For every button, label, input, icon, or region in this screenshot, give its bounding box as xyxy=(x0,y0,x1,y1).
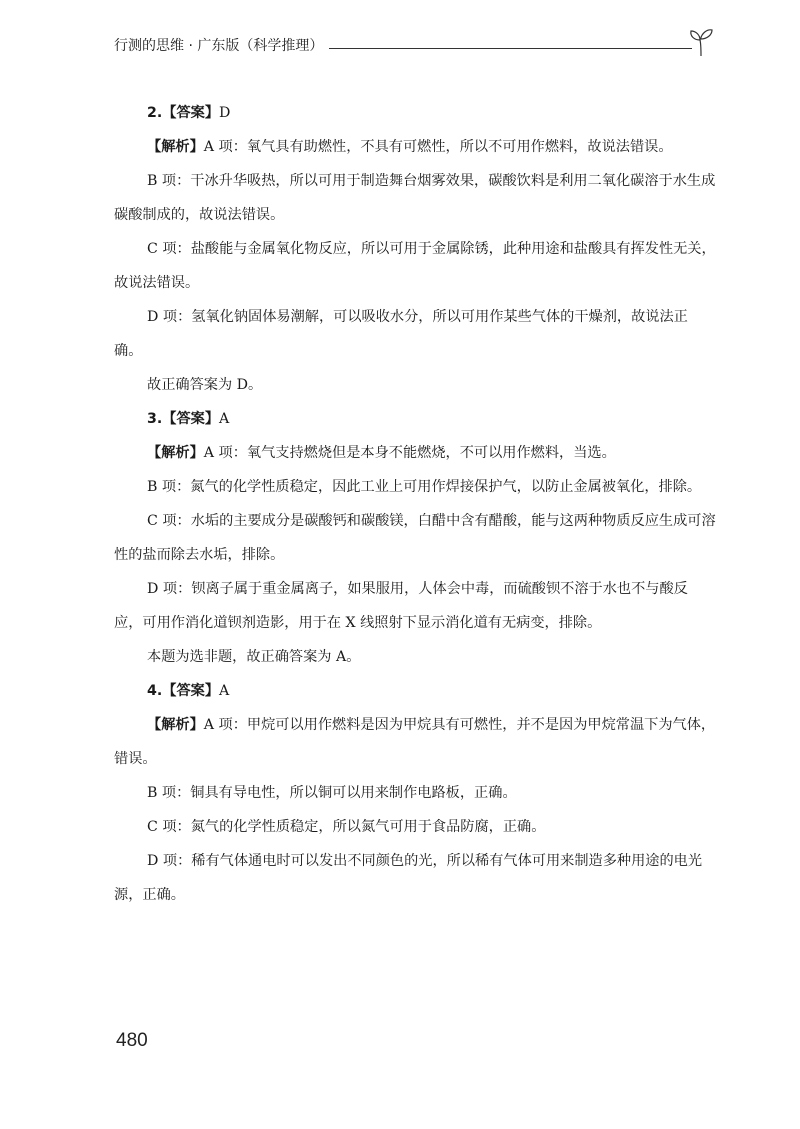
answer-label: 4.【答案】 xyxy=(147,683,220,699)
analysis-paragraph xyxy=(114,708,716,776)
answer-line xyxy=(114,96,716,130)
conclusion: 本题为选非题，故正确答案为 A。 xyxy=(147,649,361,665)
analysis-paragraph: D 项：稀有气体通电时可以发出不同颜色的光，所以稀有气体可用来制造多种用途的电光源，正确。 xyxy=(114,853,703,903)
analysis-label: 【解析】 xyxy=(147,717,204,733)
analysis-paragraph xyxy=(114,436,716,470)
conclusion: 故正确答案为 D。 xyxy=(147,377,263,393)
analysis-paragraph: B 项：氮气的化学性质稳定，因此工业上可用作焊接保护气，以防止金属被氧化，排除。 xyxy=(147,479,702,495)
analysis-paragraph: B 项：铜具有导电性，所以铜可以用来制作电路板，正确。 xyxy=(147,785,517,801)
answer-label: 3.【答案】 xyxy=(147,411,220,427)
analysis-paragraph: C 项：盐酸能与金属氧化物反应，所以可用于金属除锈，此种用途和盐酸具有挥发性无关，故说法错误。 xyxy=(114,241,716,291)
answer-value: D xyxy=(219,105,231,121)
answer-value: A xyxy=(219,411,230,427)
answer-line xyxy=(114,674,716,708)
sprout-icon xyxy=(688,26,714,56)
analysis-paragraph: D 项：钡离子属于重金属离子，如果服用，人体会中毒，而硫酸钡不溶于水也不与酸反应，可用作消化道钡剂造影，用于在 X 线照射下显示消化道有无病变，排除。 xyxy=(114,581,688,631)
analysis-paragraph: D 项：氢氧化钠固体易潮解，可以吸收水分，所以可用作某些气体的干燥剂，故说法正确。 xyxy=(114,309,688,359)
analysis-paragraph: B 项：干冰升华吸热，所以可用于制造舞台烟雾效果，碳酸饮料是利用二氧化碳溶于水生成碳酸制成的，故说法错误。 xyxy=(114,173,716,223)
analysis-text: A 项：氧气具有助燃性，不具有可燃性，所以不可用作燃料，故说法错误。 xyxy=(203,139,673,155)
analysis-text: A 项：甲烷可以用作燃料是因为甲烷具有可燃性，并不是因为甲烷常温下为气体，错误。 xyxy=(114,717,716,767)
analysis-text: A 项：氧气支持燃烧但是本身不能燃烧，不可以用作燃料，当选。 xyxy=(203,445,616,461)
analysis-paragraph: C 项：水垢的主要成分是碳酸钙和碳酸镁，白醋中含有醋酸，能与这两种物质反应生成可溶性的盐而除去水垢，排除。 xyxy=(114,513,716,563)
answer-content xyxy=(114,96,716,912)
analysis-label: 【解析】 xyxy=(147,139,204,155)
analysis-label: 【解析】 xyxy=(147,445,204,461)
answer-line xyxy=(114,402,716,436)
analysis-paragraph: C 项：氮气的化学性质稳定，所以氮气可用于食品防腐，正确。 xyxy=(147,819,546,835)
page-number: 480 xyxy=(116,1030,148,1051)
header-title: 行测的思维 · 广东版（科学推理） xyxy=(114,36,329,56)
analysis-paragraph xyxy=(114,130,716,164)
answer-label: 2.【答案】 xyxy=(147,105,220,121)
running-header xyxy=(114,36,714,60)
answer-value: A xyxy=(219,683,230,699)
